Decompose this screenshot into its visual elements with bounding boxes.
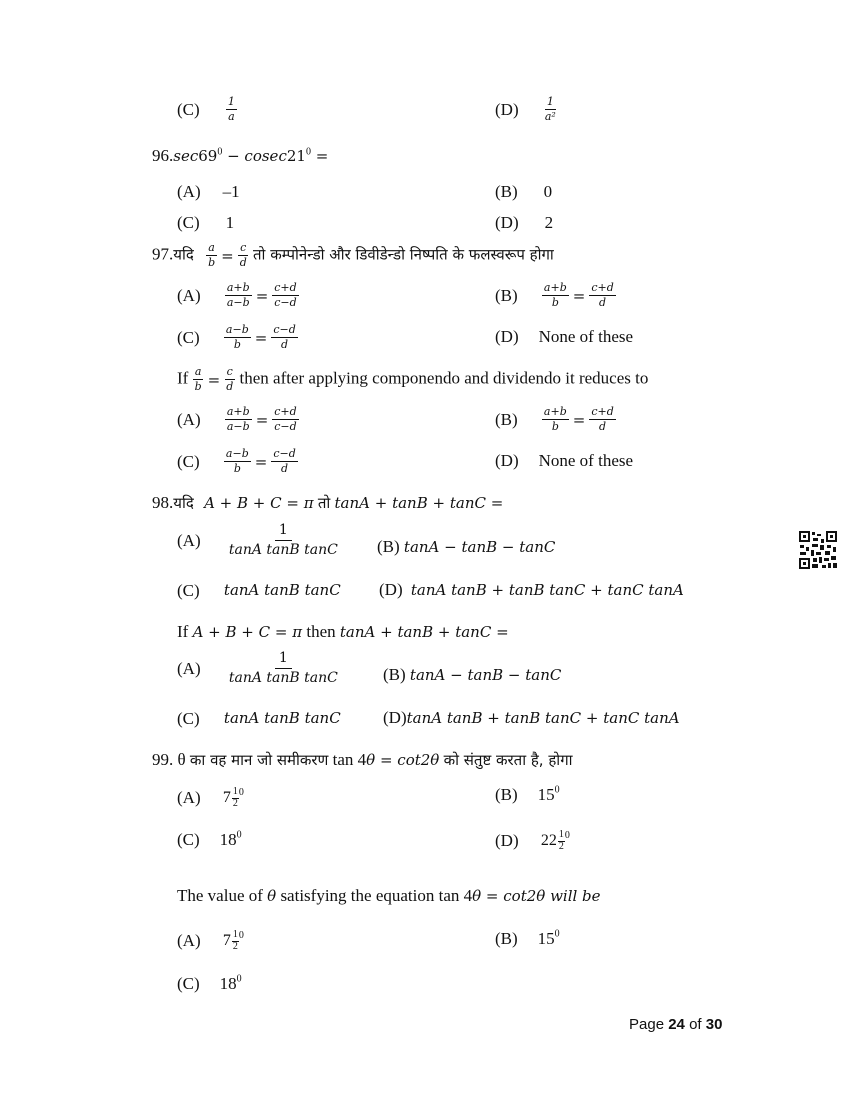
q98-question-hindi: 98.यदि A + B + C = π तो tanA + tanB + tanC = [152,493,504,512]
q96-option-a: (A) –1 [177,182,240,202]
page-footer: Page 24 of 30 [629,1016,723,1033]
q99-question-english: The value of θ satisfying the equation tan 4θ = cot2θ will be [177,886,601,905]
q99-option-a: (A) 7 1 2 $^0$ [177,786,244,809]
q98-en-option-c: (C) tanA tanB tanC [177,709,341,729]
q97-en-option-c: (C) $\frac{a-b}{b}$ = $\frac{c-d}{d}$ [177,447,296,476]
q98-option-a: (A) $\frac{1}{\text{tanA tanB tanC}}$ [177,522,338,559]
q99-option-d: (D) 22 1 2 $^0$ [495,829,570,852]
q97-question-english: If $\frac{a}{b}$ = $\frac{c}{d}$ then after applying componendo and dividendo it reduces to [177,365,649,394]
q96-question: $96.\sec 69^0 - cosec21^0$ = [152,146,329,165]
q98-question-english: If A + B + C = π then tanA + tanB + tanC = [177,622,509,641]
q95-option-c: (C) $\frac{1}{a}$ [177,95,235,124]
q95-option-d: (D) $\frac{1}{\text{a²}}$ [495,95,556,124]
q97-option-c: (C) $\frac{a-b}{b}$ = $\frac{c-d}{d}$ [177,323,296,352]
q99-en-option-a: (A) 7 1 2 $^0$ [177,929,244,952]
q96-option-c: (C) 1 [177,213,235,233]
q98-en-option-d: (D)tanA tanB + tanB tanC + tanC tanA [383,708,680,727]
q97-option-a: (A) $\frac{a+b}{a-b}$ = $\frac{c+d}{c-d}$ [177,281,297,310]
q99-option-b: (B) $15^0$ [495,784,560,805]
q99-question-hindi: 99. θ का वह मान जो समीकरण tan 4θ = cot2θ को संतुष्ट करता है, होगा [152,750,573,769]
q98-option-b: (B) tanA − tanB − tanC [377,537,556,556]
q97-en-option-a: (A) $\frac{a+b}{a-b}$ = $\frac{c+d}{c-d}$ [177,405,297,434]
q95-c-fraction: $\frac{1}{a}$ [227,95,235,124]
q99-en-option-c: (C) $18^0$ [177,973,242,994]
q97-en-option-d: (D) None of these [495,451,634,471]
q98-en-option-a: (A) $\frac{1}{\text{tanA tanB tanC}}$ [177,650,338,687]
q96-option-d: (D) 2 [495,213,554,233]
qr-code-icon [798,530,838,570]
q99-en-option-b: (B) $15^0$ [495,928,560,949]
q98-option-d: (D) tanA tanB + tanB tanC + tanC tanA [379,580,684,599]
q99-option-c: (C) $18^0$ [177,829,242,850]
q97-option-b: (B) $\frac{a+b}{b}$ = $\frac{c+d}{d}$ [495,281,614,310]
q95-d-fraction: $\frac{1}{\text{a²}}$ [544,95,556,124]
q97-en-option-b: (B) $\frac{a+b}{b}$ = $\frac{c+d}{d}$ [495,405,614,434]
q97-option-d: (D) None of these [495,327,634,347]
q97-question-hindi: 97.यदि $\frac{a}{b}$ = $\frac{c}{d}$ तो कम्पोनेन्डो और डिवीडेन्डो निष्पति के फलस्वरूप होगा [152,241,554,270]
q98-en-option-b: (B) tanA − tanB − tanC [383,665,562,684]
q96-option-b: (B) 0 [495,182,553,202]
q98-option-c: (C) tanA tanB tanC [177,581,341,601]
